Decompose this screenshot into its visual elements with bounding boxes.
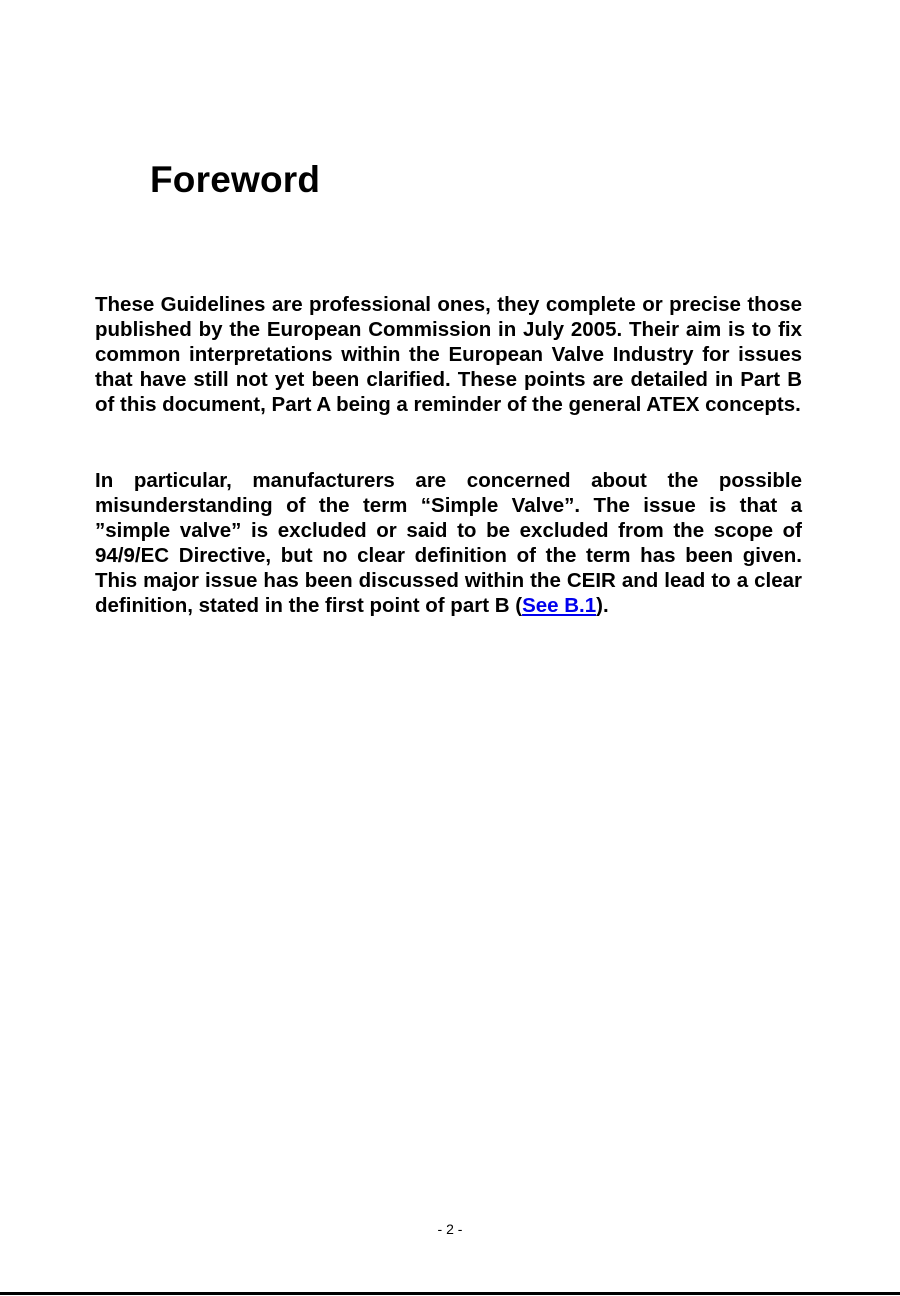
foreword-paragraph-1: These Guidelines are professional ones, they complete or precise those published by the European Commission in July 2005. Their aim is to fix common interpretations within the European Valve Industry for issues that have still not yet been clarified. These points are detailed in Part B of this document, Part A being a reminder of the general ATEX concepts. <box>95 293 802 416</box>
paragraph-2-text: In particular, manufacturers are concerned about the possible misunderstanding of the term “Simple Valve”. The issue is that a ”simple valve” is excluded or said to be excluded from the scope of 94/9/EC Directive, but no clear definition of the term has been given. This major issue has been discussed within the CEIR and lead to a clear definition, stated in the first point of part B ( <box>95 469 802 617</box>
foreword-paragraph-2 <box>95 468 802 618</box>
page-title: Foreword <box>150 159 321 200</box>
page-bottom-divider <box>0 1292 900 1295</box>
see-b1-link[interactable]: See B.1 <box>522 594 597 617</box>
paragraph-2-closing: ). <box>596 594 609 617</box>
page-number: - 2 - <box>437 1221 463 1237</box>
